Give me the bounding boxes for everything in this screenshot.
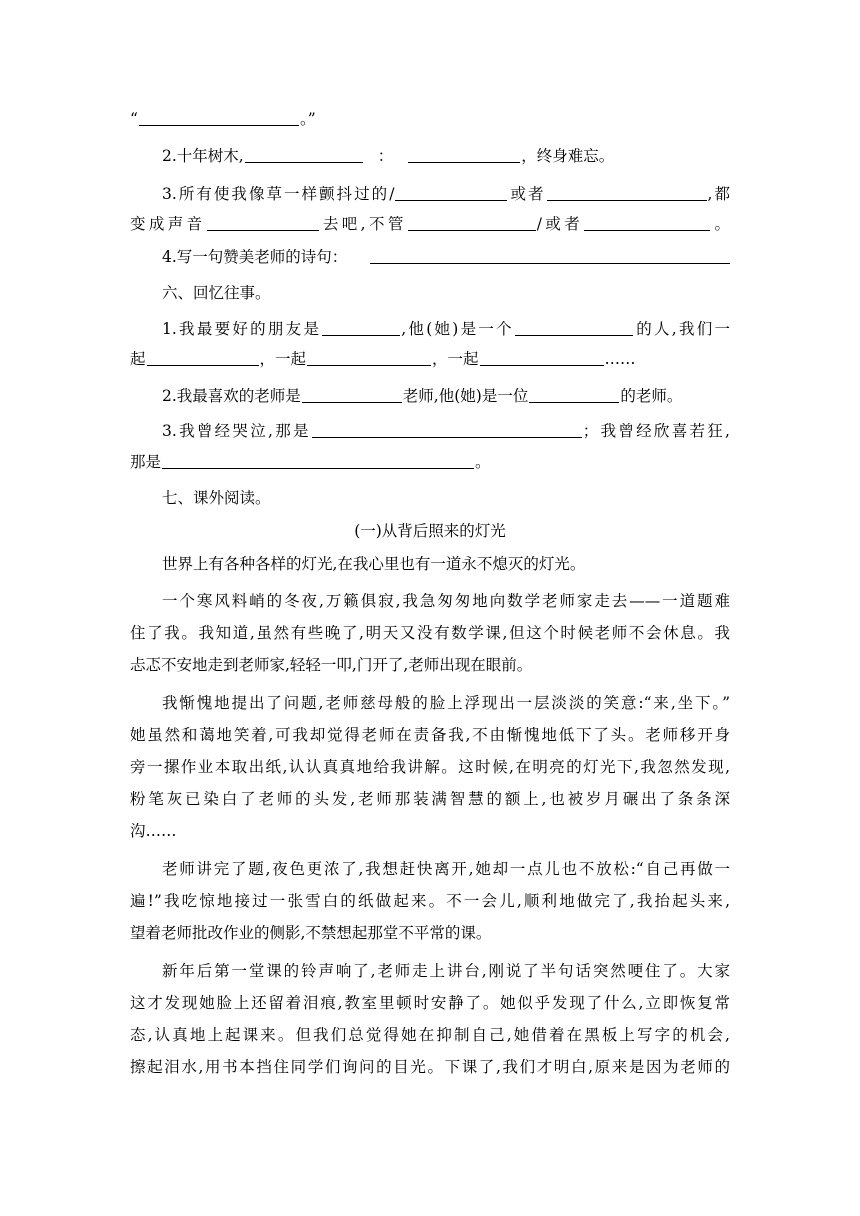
answer-blank[interactable] — [584, 214, 710, 231]
paragraph-line: 粉笔灰已染白了老师的头发,老师那装满智慧的额上,也被岁月碾出了条条深 — [130, 790, 730, 808]
answer-blank[interactable] — [139, 109, 299, 126]
q6-3-line-b: 那是 。 — [130, 453, 491, 471]
q5-3-line-a: 3.所有使我像草一样颤抖过的/ 或者 ,都 — [162, 185, 730, 203]
answer-blank[interactable] — [322, 319, 400, 336]
section7-heading: 七、课外阅读。 — [162, 489, 271, 507]
q5-1-line — [130, 100, 730, 138]
paragraph-line: 老师讲完了题,夜色更浓了,我想赶快离开,她却一点儿也不放松:“自己再做一 — [162, 860, 730, 878]
paragraph-line: 忐忑不安地走到老师家,轻轻一叩,门开了,老师出现在眼前。 — [130, 656, 533, 674]
q5-2-line: 2.十年树木, ： ，终身难忘。 — [162, 147, 615, 165]
answer-blank[interactable] — [408, 146, 520, 163]
answer-blank[interactable] — [547, 184, 707, 201]
quote-close: 。” — [299, 110, 316, 128]
paragraph-line: 住了我。我知道,虽然有些晚了,明天又没有数学课,但这个时候老师不会休息。我 — [130, 624, 730, 642]
q5-3-line-b: 变成声音 去吧,不管 /或者 。 — [130, 215, 730, 233]
q6-1-line-b: 起 ，一起 ，一起 …… — [130, 350, 636, 368]
answer-blank[interactable] — [307, 349, 431, 366]
paragraph-line: 沟…… — [130, 822, 177, 840]
answer-blank[interactable] — [480, 349, 604, 366]
answer-blank[interactable] — [245, 146, 363, 163]
reading-title: (一)从背后照来的灯光 — [354, 522, 506, 540]
paragraph-line: 世界上有各种各样的灯光,在我心里也有一道永不熄灭的灯光。 — [162, 555, 586, 573]
q6-3-line-a: 3.我曾经哭泣,那是 ；我曾经欣喜若狂, — [162, 422, 730, 440]
answer-blank[interactable] — [408, 214, 536, 231]
paragraph-line: 我惭愧地提出了问题,老师慈母般的脸上浮现出一层淡淡的笑意:“来,坐下。” — [162, 694, 730, 712]
paragraph-line: 旁一摞作业本取出纸,认认真真地给我讲解。这时候,在明亮的灯光下,我忽然发现, — [130, 758, 730, 776]
answer-blank[interactable] — [312, 421, 582, 438]
answer-blank[interactable] — [529, 386, 619, 403]
q6-2-line: 2.我最喜欢的老师是 老师,他(她)是一位 的老师。 — [162, 387, 683, 405]
q6-1-line-a: 1.我最要好的朋友是 ,他(她)是一个 的人,我们一 — [162, 320, 730, 338]
answer-blank[interactable] — [162, 452, 474, 469]
answer-blank[interactable] — [515, 319, 633, 336]
paragraph-line: 她虽然和蔼地笑着,可我却觉得老师在责备我,不由惭愧地低下了头。老师移开身 — [130, 726, 730, 744]
answer-blank[interactable] — [207, 214, 319, 231]
section6-heading: 六、回忆往事。 — [162, 284, 271, 302]
paragraph-line: 望着老师批改作业的侧影,不禁想起那堂不平常的课。 — [130, 924, 492, 942]
paragraph-line: 新年后第一堂课的铃声响了,老师走上讲台,刚说了半句话突然哽住了。大家 — [162, 962, 730, 980]
paragraph-line: 态,认真地上起课来。但我们总觉得她在抑制自己,她借着在黑板上写字的机会, — [130, 1026, 730, 1044]
paragraph-line: 一个寒风料峭的冬夜,万籁俱寂,我急匆匆地向数学老师家走去——一道题难 — [162, 592, 730, 610]
answer-blank[interactable] — [395, 184, 507, 201]
quote-open: “ — [130, 110, 138, 128]
answer-blank[interactable] — [370, 263, 730, 264]
paragraph-line: 这才发现她脸上还留着泪痕,教室里顿时安静了。她似乎发现了什么,立即恢复常 — [130, 994, 730, 1012]
paragraph-line: 遍!”我吃惊地接过一张雪白的纸做起来。不一会儿,顺利地做完了,我抬起头来, — [130, 892, 730, 910]
paragraph-line: 擦起泪水,用书本挡住同学们询问的目光。下课了,我们才明白,原来是因为老师的 — [130, 1058, 730, 1076]
answer-blank[interactable] — [147, 349, 259, 366]
q5-4-line: 4.写一句赞美老师的诗句： — [162, 248, 348, 266]
answer-blank[interactable] — [302, 386, 402, 403]
